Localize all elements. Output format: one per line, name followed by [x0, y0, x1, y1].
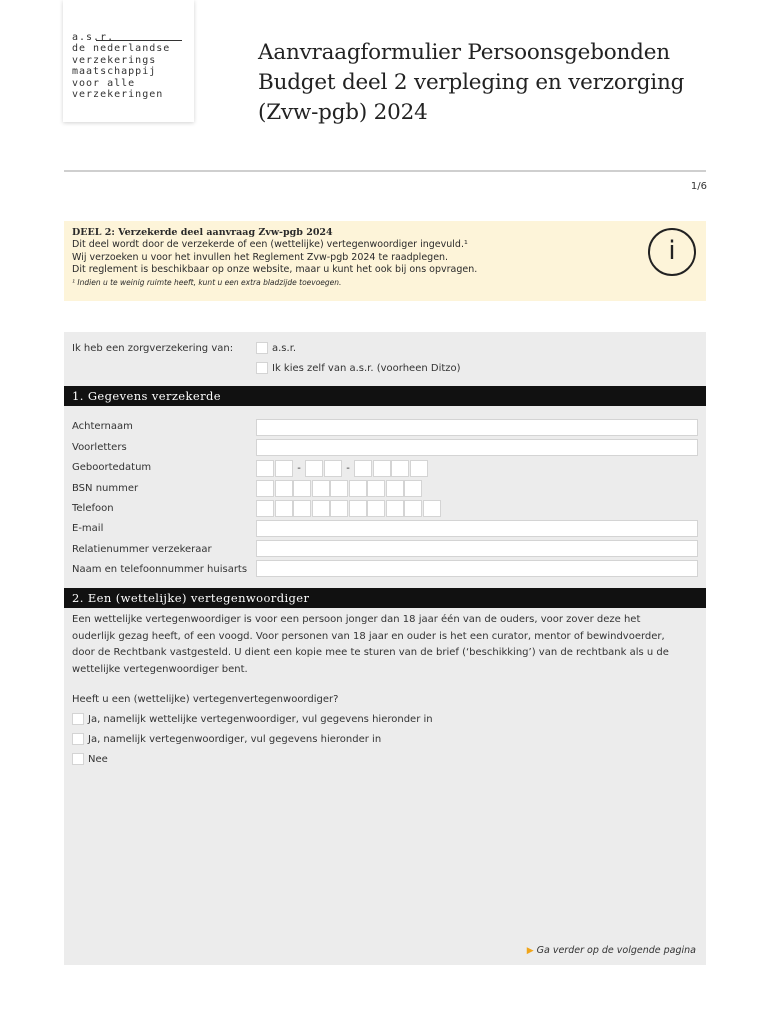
option-label: Ja, namelijk vertegenwoordiger, vul gegevens hieronder in	[88, 734, 382, 745]
date-cell[interactable]	[256, 460, 274, 477]
label-voorletters: Voorletters	[72, 442, 127, 453]
page-number: 1/6	[690, 181, 707, 192]
checkbox-asr-label: a.s.r.	[272, 343, 297, 354]
bsn-cell[interactable]	[312, 480, 330, 497]
date-separator: -	[297, 462, 301, 474]
title-line: Budget deel 2 verpleging en verzorging	[258, 70, 685, 95]
email-input[interactable]	[256, 520, 698, 537]
option-label: Nee	[88, 754, 108, 765]
header-divider	[64, 170, 706, 172]
label-geboortedatum: Geboortedatum	[72, 462, 152, 473]
label-bsn: BSN nummer	[72, 483, 139, 494]
date-cell[interactable]	[373, 460, 391, 477]
date-cell[interactable]	[305, 460, 323, 477]
paragraph-line: wettelijke vertegenwoordiger bent.	[72, 663, 248, 675]
logo-line: verzekerings	[72, 54, 157, 66]
logo-brand: a.s.r.	[72, 32, 194, 43]
phone-cell[interactable]	[275, 500, 293, 517]
logo	[63, 0, 194, 122]
bsn-cell[interactable]	[386, 480, 404, 497]
paragraph-line: door de Rechtbank vastgesteld. U dient een kopie mee te sturen van de brief (‘beschikking’) van de rechtbank als u de	[72, 647, 669, 658]
phone-cell[interactable]	[386, 500, 404, 517]
paragraph-line: ouderlijk gezag heeft, of een voogd. Voor personen van 18 jaar en ouder is het een curator, mentor of bewindvoerder,	[72, 630, 665, 642]
label-email: E-mail	[72, 523, 104, 534]
date-cell[interactable]	[275, 460, 293, 477]
logo-line: maatschappij	[72, 66, 157, 77]
form-area	[64, 332, 706, 965]
bsn-cell[interactable]	[330, 480, 348, 497]
huisarts-input[interactable]	[256, 560, 698, 577]
logo-line: de nederlandse	[72, 43, 171, 54]
section-2-paragraph	[72, 612, 702, 678]
section-1-header: 1. Gegevens verzekerde	[64, 386, 706, 406]
date-cell[interactable]	[410, 460, 428, 477]
checkbox-nee[interactable]	[72, 753, 84, 765]
bsn-cell[interactable]	[367, 480, 385, 497]
checkbox-ditzo[interactable]	[256, 362, 268, 374]
bsn-input[interactable]	[256, 479, 423, 497]
paragraph-line: Een wettelijke vertegenwoordiger is voor een persoon jonger dan 18 jaar één van de ouders, voor zover deze het	[72, 614, 641, 625]
info-title: DEEL 2: Verzekerde deel aanvraag Zvw-pgb 2024	[72, 227, 333, 238]
info-line: Dit reglement is beschikbaar op onze website, maar u kunt het ook bij ons opvragen.	[72, 264, 478, 275]
phone-cell[interactable]	[256, 500, 274, 517]
checkbox-wettelijke-vertegenwoordiger[interactable]	[72, 713, 84, 725]
title-line: (Zvw-pgb) 2024	[258, 100, 428, 125]
label-telefoon: Telefoon	[72, 503, 114, 514]
phone-cell[interactable]	[293, 500, 311, 517]
phone-cell[interactable]	[330, 500, 348, 517]
info-box	[64, 221, 706, 301]
page-title	[258, 38, 718, 128]
section-2-header: 2. Een (wettelijke) vertegenwoordiger	[64, 588, 706, 608]
representative-question: Heeft u een (wettelijke) vertegenvertegenwoordiger?	[72, 694, 339, 705]
arrow-right-icon: ▶	[526, 946, 534, 956]
bsn-cell[interactable]	[404, 480, 422, 497]
label-huisarts: Naam en telefoonnummer huisarts	[72, 564, 248, 575]
bsn-cell[interactable]	[275, 480, 293, 497]
phone-cell[interactable]	[349, 500, 367, 517]
label-achternaam: Achternaam	[72, 421, 133, 432]
checkbox-ditzo-label: Ik kies zelf van a.s.r. (voorheen Ditzo)	[272, 363, 461, 374]
logo-line: verzekeringen	[72, 89, 164, 100]
geboortedatum-input[interactable]	[256, 459, 428, 477]
title-line: Aanvraagformulier Persoonsgebonden	[258, 40, 670, 65]
phone-cell[interactable]	[423, 500, 441, 517]
option-label: Ja, namelijk wettelijke vertegenwoordiger, vul gegevens hieronder in	[88, 714, 433, 725]
checkbox-asr[interactable]	[256, 342, 268, 354]
bsn-cell[interactable]	[256, 480, 274, 497]
info-icon: i	[648, 228, 696, 276]
phone-cell[interactable]	[404, 500, 422, 517]
date-cell[interactable]	[324, 460, 342, 477]
continue-note	[527, 945, 696, 956]
insurance-label: Ik heb een zorgverzekering van:	[72, 343, 234, 354]
checkbox-vertegenwoordiger[interactable]	[72, 733, 84, 745]
date-separator: -	[346, 462, 350, 474]
relatienummer-input[interactable]	[256, 540, 698, 557]
info-line: Dit deel wordt door de verzekerde of een (wettelijke) vertegenwoordiger ingevuld.¹	[72, 239, 468, 250]
date-cell[interactable]	[391, 460, 409, 477]
info-footnote: ¹ Indien u te weinig ruimte heeft, kunt u een extra bladzijde toevoegen.	[72, 277, 342, 287]
telefoon-input[interactable]	[256, 499, 441, 517]
continue-text: Ga verder op de volgende pagina	[536, 945, 696, 956]
logo-line: voor alle	[72, 77, 136, 89]
label-relatienummer: Relatienummer verzekeraar	[72, 544, 212, 555]
voorletters-input[interactable]	[256, 439, 698, 456]
bsn-cell[interactable]	[349, 480, 367, 497]
date-cell[interactable]	[354, 460, 372, 477]
info-line: Wij verzoeken u voor het invullen het Reglement Zvw-pgb 2024 te raadplegen.	[72, 251, 449, 263]
achternaam-input[interactable]	[256, 419, 698, 436]
phone-cell[interactable]	[367, 500, 385, 517]
bsn-cell[interactable]	[293, 480, 311, 497]
phone-cell[interactable]	[312, 500, 330, 517]
